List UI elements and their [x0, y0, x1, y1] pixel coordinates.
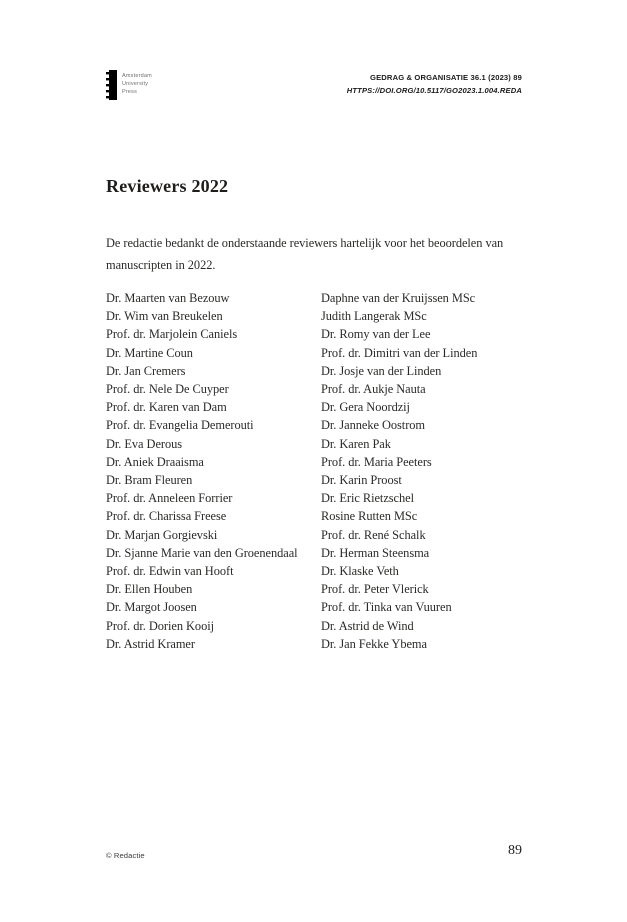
reviewer-name: Dr. Aniek Draaisma — [106, 454, 204, 469]
footer-copyright: © Redactie — [106, 851, 145, 860]
reviewer-name: Dr. Margot Joosen — [106, 600, 197, 615]
reviewer-column-right — [321, 289, 522, 653]
publisher-name — [122, 70, 152, 96]
reviewer-list — [106, 289, 522, 653]
journal-info — [347, 71, 522, 97]
reviewer-name: Prof. dr. René Schalk — [321, 527, 426, 542]
reviewer-name: Prof. dr. Edwin van Hooft — [106, 564, 234, 579]
reviewer-name: Dr. Astrid de Wind — [321, 618, 414, 633]
publisher-name-line3: Press — [122, 89, 138, 95]
reviewer-name: Dr. Ellen Houben — [106, 582, 193, 597]
reviewer-name: Prof. dr. Dimitri van der Linden — [321, 345, 478, 360]
reviewer-name: Dr. Jan Cremers — [106, 363, 186, 378]
reviewer-name: Dr. Sjanne Marie van den Groenendaal — [106, 545, 298, 560]
journal-doi: HTTPS://DOI.ORG/10.5117/GO2023.1.004.REDA — [346, 86, 522, 95]
reviewer-name: Prof. dr. Evangelia Demerouti — [106, 418, 254, 433]
publisher-name-line2: University — [122, 81, 149, 87]
page-number: 89 — [508, 843, 522, 858]
reviewer-column-left — [106, 289, 321, 653]
publisher-name-line1: Amsterdam — [122, 73, 152, 79]
reviewer-name: Rosine Rutten MSc — [321, 509, 418, 524]
reviewer-name: Prof. dr. Karen van Dam — [106, 400, 227, 415]
page-header — [106, 70, 522, 110]
reviewer-name: Dr. Karin Proost — [321, 473, 402, 488]
reviewer-name: Dr. Wim van Breukelen — [106, 309, 223, 324]
reviewer-name: Judith Langerak MSc — [321, 309, 427, 324]
reviewer-name: Dr. Eric Rietzschel — [321, 491, 414, 506]
reviewer-name: Prof. dr. Charissa Freese — [106, 509, 227, 524]
reviewer-name: Dr. Karen Pak — [321, 436, 391, 451]
reviewer-name: Prof. dr. Dorien Kooij — [106, 618, 214, 633]
reviewer-name: Prof. dr. Peter Vlerick — [321, 582, 429, 597]
reviewer-name: Daphne van der Kruijssen MSc — [321, 291, 476, 305]
page-title: Reviewers 2022 — [106, 176, 229, 196]
intro-paragraph: De redactie bedankt de onderstaande reviewers hartelijk voor het beoordelen van manuscripten in 2022. — [106, 236, 504, 272]
reviewer-name: Dr. Eva Derous — [106, 436, 183, 451]
reviewer-name: Prof. dr. Aukje Nauta — [321, 382, 426, 397]
reviewer-name: Dr. Astrid Kramer — [106, 636, 195, 651]
reviewer-name: Dr. Janneke Oostrom — [321, 418, 426, 433]
reviewer-name: Dr. Marjan Gorgievski — [106, 527, 218, 542]
reviewer-name: Dr. Romy van der Lee — [321, 327, 431, 342]
reviewer-name: Dr. Jan Fekke Ybema — [321, 636, 427, 651]
publisher-logo — [106, 70, 152, 100]
reviewer-name: Prof. dr. Maria Peeters — [321, 454, 432, 469]
reviewer-name: Prof. dr. Tinka van Vuuren — [321, 600, 452, 615]
reviewer-name: Dr. Herman Steensma — [321, 545, 430, 560]
reviewer-name: Prof. dr. Nele De Cuyper — [106, 382, 229, 397]
reviewer-name: Dr. Bram Fleuren — [106, 473, 193, 488]
reviewer-name: Dr. Maarten van Bezouw — [106, 291, 230, 305]
reviewer-name: Dr. Klaske Veth — [321, 564, 399, 579]
reviewer-name: Prof. dr. Marjolein Caniels — [106, 327, 238, 342]
aup-logo-icon — [106, 70, 117, 100]
journal-reference: GEDRAG & ORGANISATIE 36.1 (2023) 89 — [370, 73, 522, 82]
reviewer-name: Prof. dr. Anneleen Forrier — [106, 491, 233, 506]
reviewer-name: Dr. Gera Noordzij — [321, 400, 410, 415]
reviewer-name: Dr. Josje van der Linden — [321, 363, 442, 378]
reviewer-name: Dr. Martine Coun — [106, 345, 193, 360]
